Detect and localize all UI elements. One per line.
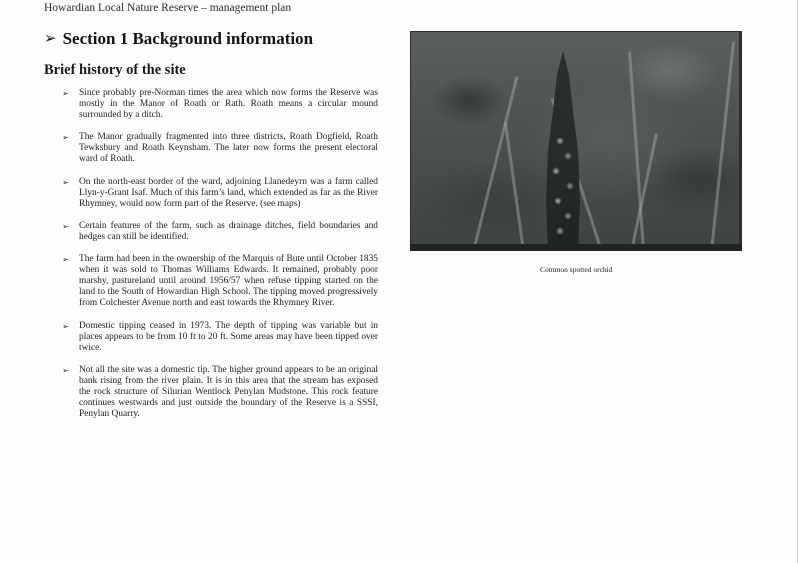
orchid-flower-spike	[538, 51, 588, 251]
grass-stem	[504, 122, 525, 251]
figure-caption: Common spotted orchid	[540, 265, 613, 274]
page-edge	[797, 0, 798, 563]
list-item	[62, 365, 378, 420]
bullet-text: Not all the site was a domestic tip. The higher ground appears to be an original bank rising from the river plain. It is in this area that the stream has exposed the rock structure of Silurian Wentlock Penylan Mudstone. This rock feature continues westwards and just outside the boundary of the Reserve is a SSSI, Penylan Quarry.	[79, 364, 378, 420]
subsection-heading: Brief history of the site	[44, 62, 186, 78]
photo-border	[410, 244, 742, 251]
history-bullet-list	[62, 88, 378, 420]
list-item	[62, 88, 378, 121]
list-item	[62, 321, 378, 354]
bullet-text: Domestic tipping ceased in 1973. The depth of tipping was variable but in places appears to be from 10 ft to 20 ft. Some areas may have been tipped over twice.	[79, 320, 378, 353]
list-item	[62, 132, 378, 165]
bullet-text: Certain features of the farm, such as drainage ditches, field boundaries and hedges can still be identified.	[79, 220, 378, 242]
bullet-text: The Manor gradually fragmented into three districts, Roath Dogfield, Roath Tewksbury and Roath Keynsham. The later now forms the present electoral ward of Roath.	[79, 132, 378, 165]
arrow-bullet-icon: ➢	[44, 31, 57, 47]
running-header: Howardian Local Nature Reserve – management plan	[44, 2, 292, 14]
arrow-bullet-icon: ➢	[62, 133, 69, 143]
list-item	[62, 221, 378, 243]
bullet-text: On the north-east border of the ward, adjoining Llanedeyrn was a farm called Llyn-y-Grant Isaf. Much of this farm’s land, which extended as far as the River Rhymney, would now form part of the Reserve. (see maps)	[79, 176, 378, 209]
list-item	[62, 177, 378, 210]
arrow-bullet-icon: ➢	[62, 177, 69, 187]
arrow-bullet-icon: ➢	[62, 255, 69, 265]
grass-stem	[710, 42, 735, 251]
section-heading	[44, 29, 313, 49]
list-item	[62, 254, 378, 309]
section-title-text: Section 1 Background information	[62, 29, 314, 48]
arrow-bullet-icon: ➢	[62, 89, 69, 98]
bullet-text: Since probably pre-Norman times the area which now forms the Reserve was mostly in the Manor of Roath or Rath. Roath means a circular mound surrounded by a ditch.	[79, 88, 378, 121]
arrow-bullet-icon: ➢	[62, 221, 69, 231]
arrow-bullet-icon: ➢	[62, 365, 69, 375]
arrow-bullet-icon: ➢	[62, 321, 69, 331]
bullet-text: The farm had been in the ownership of the Marquis of Bute until October 1835 when it was sold to Thomas Williams Edwards. It remained, probably poor marshy, pastureland until around 1956/57 when refuse tipping started on the land to the South of Howardian High School. The tipping moved progressively from Colchester Avenue north and east towards the Rhymney River.	[79, 254, 378, 309]
orchid-photo	[410, 31, 742, 251]
photo-border	[739, 31, 742, 251]
